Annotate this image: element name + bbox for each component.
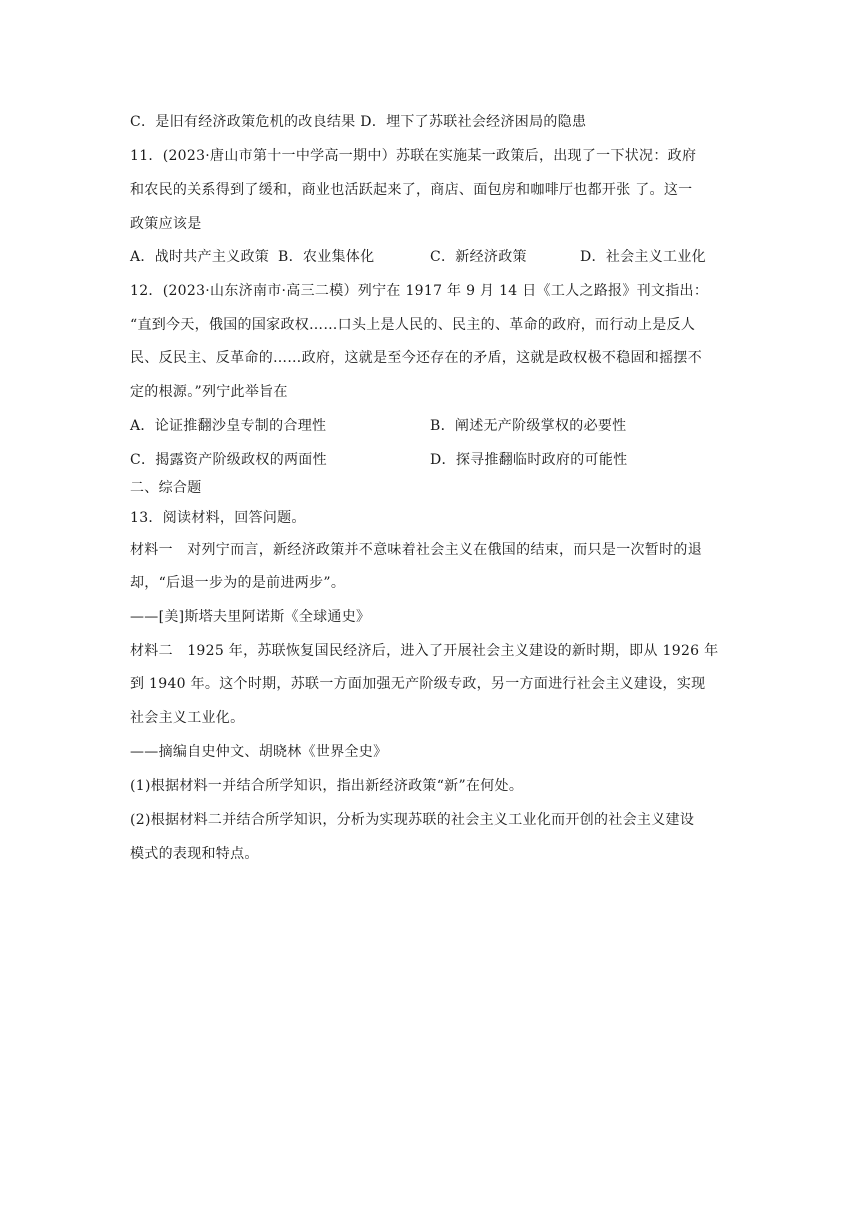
q10-options-cd: C．是旧有经济政策危机的改良结果 D．埋下了苏联社会经济困局的隐患 <box>130 114 587 130</box>
q12-option-a: A．论证推翻沙皇专制的合理性 <box>130 418 327 434</box>
section-title: 二、综合题 <box>130 480 202 496</box>
q11-stem-line1: 11．(2023·唐山市第十一中学高一期中）苏联在实施某一政策后，出现了一下状况：政府 <box>130 148 697 164</box>
q13-material2-line1: 材料二 1925 年，苏联恢复国民经济后，进入了开展社会主义建设的新时期，即从 1926 年 <box>130 643 719 659</box>
q13-material1-line1: 材料一 对列宁而言，新经济政策并不意味着社会主义在俄国的结束，而只是一次暂时的退 <box>130 542 702 558</box>
q13-material1-line2: 却，“后退一步为的是前进两步”。 <box>130 575 346 591</box>
q12-stem-line2: “直到今天，俄国的国家政权……口头上是人民的、民主的、革命的政府，而行动上是反人 <box>130 317 696 333</box>
q13-material2-line3: 社会主义工业化。 <box>130 710 245 726</box>
q11-stem-line2: 和农民的关系得到了缓和，商业也活跃起来了，商店、面包房和咖啡厅也都开张 了。这一 <box>130 182 693 198</box>
q13-subquestion-1: (1)根据材料一并结合所学知识，指出新经济政策“新”在何处。 <box>130 778 524 794</box>
q13-material2-line2: 到 1940 年。这个时期，苏联一方面加强无产阶级专政，另一方面进行社会主义建设，实现 <box>130 676 706 692</box>
q12-stem-line1: 12．(2023·山东济南市·高三二模）列宁在 1917 年 9 月 14 日《工人之路报》刊文指出： <box>130 283 709 299</box>
q12-stem-line3: 民、反民主、反革命的……政府，这就是至今还存在的矛盾，这就是政权极不稳固和摇摆不 <box>130 350 702 366</box>
q11-stem-line3: 政策应该是 <box>130 216 202 232</box>
q13-intro: 13．阅读材料，回答问题。 <box>130 510 306 526</box>
q12-option-c: C．揭露资产阶级政权的两面性 <box>130 452 327 468</box>
q12-option-d: D．探寻推翻临时政府的可能性 <box>430 452 628 468</box>
q13-subquestion-2-line1: (2)根据材料二并结合所学知识，分析为实现苏联的社会主义工业化而开创的社会主义建设 <box>130 812 695 828</box>
q13-subquestion-2-line2: 模式的表现和特点。 <box>130 846 259 862</box>
q12-stem-line4: 定的根源。”列宁此举旨在 <box>130 384 288 400</box>
q13-material1-source: ——[美]斯塔夫里阿诺斯《全球通史》 <box>130 609 371 625</box>
q11-option-b: B．农业集体化 <box>278 249 375 265</box>
q11-option-a: A．战时共产主义政策 <box>130 249 270 265</box>
q12-option-b: B．阐述无产阶级掌权的必要性 <box>430 418 627 434</box>
q11-option-d: D．社会主义工业化 <box>580 249 706 265</box>
q11-option-c: C．新经济政策 <box>430 249 527 265</box>
q13-material2-source: ——摘编自史仲文、胡晓林《世界全史》 <box>130 744 388 760</box>
